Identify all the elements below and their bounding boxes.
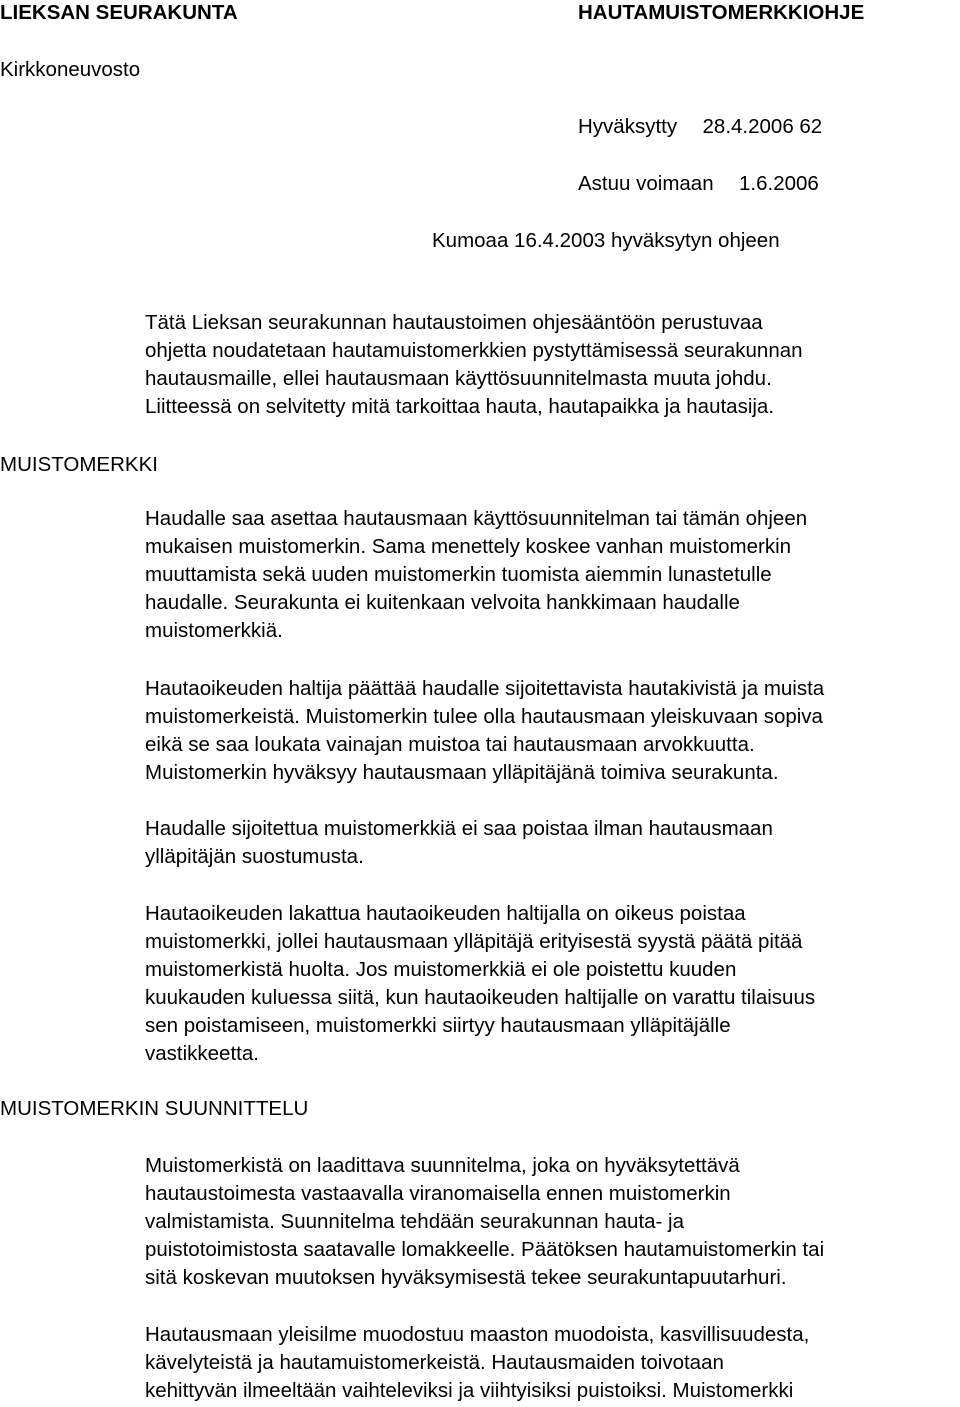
section-heading-suunnittelu: MUISTOMERKIN SUUNNITTELU: [0, 1097, 309, 1120]
text-line: Muistomerkin hyväksyy hautausmaan ylläpitäjänä toimiva seurakunta.: [145, 761, 779, 784]
text-line: Haudalle saa asettaa hautausmaan käyttösuunnitelman tai tämän ohjeen: [145, 507, 808, 530]
repeals-note: Kumoaa 16.4.2003 hyväksytyn ohjeen: [432, 229, 780, 252]
text-line: puistotoimistosta saatavalle lomakkeelle. Päätöksen hautamuistomerkin tai: [145, 1238, 825, 1261]
text-line: Liitteessä on selvitetty mitä tarkoittaa hauta, hautapaikka ja hautasija.: [145, 395, 775, 418]
text-line: muuttamista sekä uuden muistomerkin tuomista aiemmin lunastetulle: [145, 563, 772, 586]
text-line: sitä koskevan muutoksen hyväksymisestä tekee seurakuntapuutarhuri.: [145, 1266, 787, 1289]
text-line: mukaisen muistomerkin. Sama menettely koskee vanhan muistomerkin: [145, 535, 792, 558]
text-line: Hautausmaan yleisilme muodostuu maaston muodoista, kasvillisuudesta,: [145, 1323, 810, 1346]
text-line: haudalle. Seurakunta ei kuitenkaan velvoita hankkimaan haudalle: [145, 591, 740, 614]
issuing-body: Kirkkoneuvosto: [0, 58, 141, 81]
text-line: hautausmaille, ellei hautausmaan käyttösuunnitelmasta muuta johdu.: [145, 367, 772, 390]
effective-value: 1.6.2006: [739, 172, 819, 195]
text-line: ylläpitäjän suostumusta.: [145, 845, 364, 868]
text-line: hautaustoimesta vastaavalla viranomaisella ennen muistomerkin: [145, 1182, 731, 1205]
text-line: kävelyteistä ja hautamuistomerkeistä. Hautausmaiden toivotaan: [145, 1351, 724, 1374]
text-line: eikä se saa loukata vainajan muistoa tai hautausmaan arvokkuutta.: [145, 733, 755, 756]
paragraph-intro: [145, 309, 957, 421]
text-line: Hautaoikeuden haltija päättää haudalle sijoitettavista hautakivistä ja muista: [145, 677, 825, 700]
paragraph-placement: [145, 505, 957, 645]
text-line: Hautaoikeuden lakattua hautaoikeuden haltijalla on oikeus poistaa: [145, 902, 746, 925]
effective-label: Astuu voimaan: [578, 172, 714, 195]
text-line: valmistamista. Suunnitelma tehdään seurakunnan hauta- ja: [145, 1210, 685, 1233]
text-line: sen poistamiseen, muistomerkki siirtyy hautausmaan ylläpitäjälle: [145, 1014, 731, 1037]
text-line: ohjetta noudatetaan hautamuistomerkkien pystyttämisessä seurakunnan: [145, 339, 803, 362]
text-line: kuukauden kuluessa siitä, kun hautaoikeuden haltijalle on varattu tilaisuus: [145, 986, 816, 1009]
approved-label: Hyväksytty: [578, 115, 678, 138]
effective-row: [578, 172, 819, 196]
paragraph-design-plan: [145, 1152, 957, 1292]
text-line: muistomerkki, jollei hautausmaan ylläpitäjä erityisestä syystä päätä pitää: [145, 930, 803, 953]
text-line: Tätä Lieksan seurakunnan hautaustoimen ohjesääntöön perustuvaa: [145, 311, 763, 334]
text-line: muistomerkkiä.: [145, 619, 283, 642]
section-heading-muistomerkki: MUISTOMERKKI: [0, 453, 158, 476]
approved-value: 28.4.2006 62: [702, 115, 823, 138]
text-line: Haudalle sijoitettua muistomerkkiä ei saa poistaa ilman hautausmaan: [145, 817, 773, 840]
document-title: HAUTAMUISTOMERKKIOHJE: [578, 1, 865, 24]
text-line: vastikkeetta.: [145, 1042, 259, 1065]
paragraph-rights-ended: [145, 900, 957, 1068]
text-line: kehittyvän ilmeeltään vaihteleviksi ja viihtyisiksi puistoiksi. Muistomerkki: [145, 1379, 794, 1402]
paragraph-removal-consent: [145, 815, 957, 871]
text-line: muistomerkistä huolta. Jos muistomerkkiä ei ole poistettu kuuden: [145, 958, 737, 981]
text-line: muistomerkeistä. Muistomerkin tulee olla hautausmaan yleiskuvaan sopiva: [145, 705, 823, 728]
approved-row: [578, 115, 822, 139]
paragraph-cemetery-appearance: [145, 1321, 957, 1405]
paragraph-holder-decides: [145, 675, 957, 787]
text-line: Muistomerkistä on laadittava suunnitelma, joka on hyväksytettävä: [145, 1154, 740, 1177]
organization-name: LIEKSAN SEURAKUNTA: [0, 1, 238, 24]
